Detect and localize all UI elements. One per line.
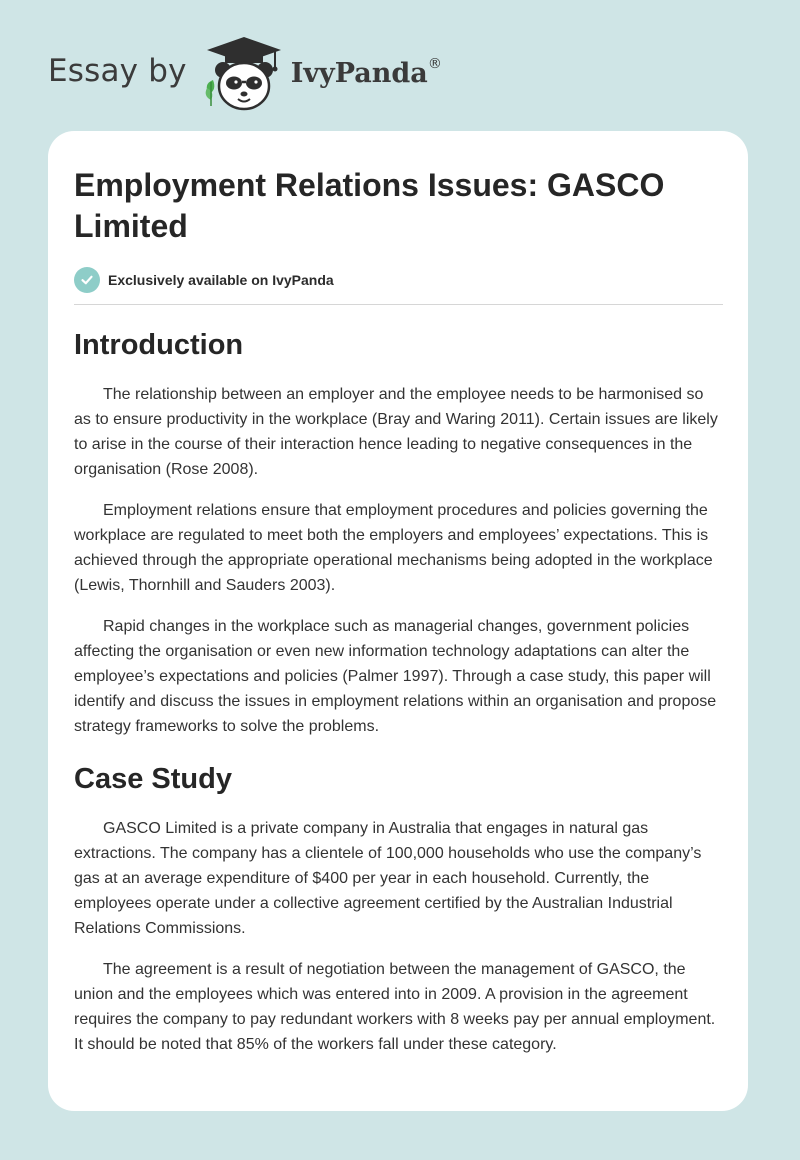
exclusive-badge [74,267,722,293]
paragraph: Employment relations ensure that employment procedures and policies governing the workplace are regulated to meet both the employers and employees’ expectations. This is achieved through the appropriate operational mechanisms being adopted in the workplace (Lewis, Thornhill and Sauders 2003). [74,502,713,594]
article-title: Employment Relations Issues: GASCO Limited [74,167,665,244]
divider [74,304,723,305]
check-icon [74,267,100,293]
paragraph: The agreement is a result of negotiation between the management of GASCO, the union and the employees which was entered into in 2009. A provision in the agreement requires the company to pay redundant workers with 8 weeks pay per annual employment. It should be noted that 85% of the workers fall under these category. [74,961,716,1053]
brand-header[interactable] [48,34,442,114]
panda-logo-icon [201,34,287,114]
paragraph: GASCO Limited is a private company in Australia that engages in natural gas extractions. The company has a clientele of 100,000 households who use the company’s gas at an average expenditure of $400 per year in each household. Currently, the employees operate under a collective agreement certified by the Australian Industrial Relations Commissions. [74,820,702,937]
section-heading-case-study: Case Study [74,763,232,795]
paragraph: The relationship between an employer and the employee needs to be harmonised so as to ensure productivity in the workplace (Bray and Waring 2011). Certain issues are likely to arise in the course of their interaction hence leading to negative consequences in the organisation (Rose 2008). [74,386,718,478]
article-card [48,131,748,1111]
brand-name: IvyPanda® [290,55,442,89]
paragraph: Rapid changes in the workplace such as managerial changes, government policies affecting the organisation or even new information technology adaptations can alter the employee’s expectations and policies (Palmer 1997). Through a case study, this paper will identify and discuss the issues in employment relations within an organisation and propose strategy frameworks to solve the problems. [74,618,717,735]
section-heading-introduction: Introduction [74,329,244,361]
brand-prefix: Essay by [48,53,187,89]
exclusive-label: Exclusively available on IvyPanda [108,272,334,288]
